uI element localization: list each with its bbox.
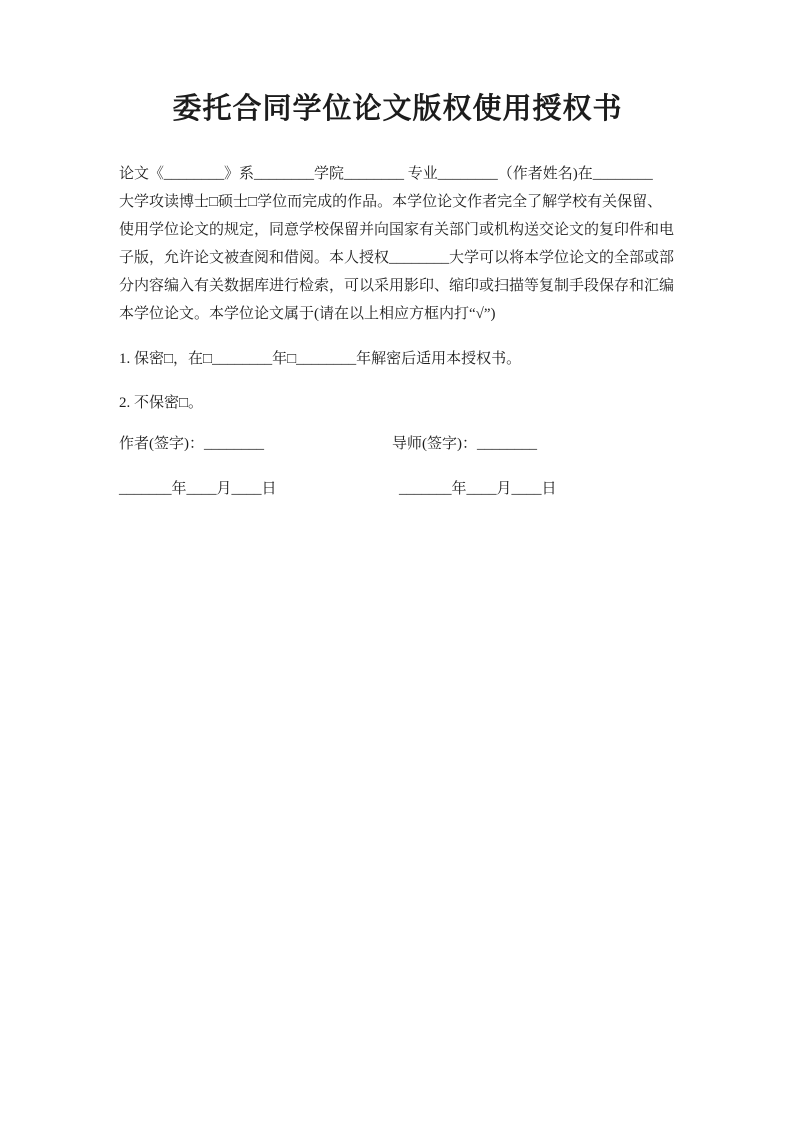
paragraph-line-6: 本学位论文。本学位论文属于(请在以上相应方框内打“√”) — [119, 306, 496, 322]
secrecy-option-1: 1. 保密□，在□________年□________年解密后适用本授权书。 — [119, 351, 522, 367]
document-title: 委托合同学位论文版权使用授权书 — [172, 93, 623, 125]
advisor-date-line: _______年____月____日 — [399, 481, 557, 497]
authorization-paragraph — [119, 160, 676, 328]
paragraph-line-2: 大学攻读博士□硕士□学位而完成的作品。本学位论文作者完全了解学校有关保留、 — [119, 194, 663, 210]
author-date-line: _______年____月____日 — [119, 481, 277, 497]
signature-row — [119, 430, 676, 458]
paragraph-line-3: 使用学位论文的规定，同意学校保留并向国家有关部门或机构送交论文的复印件和电 — [119, 222, 675, 238]
paragraph-line-5: 分内容编入有关数据库进行检索，可以采用影印、缩印或扫描等复制手段保存和汇编 — [119, 278, 675, 294]
advisor-signature-line: 导师(签字)：________ — [392, 436, 537, 452]
document-content — [119, 0, 676, 503]
paragraph-line-4: 子版，允许论文被查阅和借阅。本人授权________大学可以将本学位论文的全部或部 — [119, 250, 675, 266]
secrecy-option-2: 2. 不保密□。 — [119, 395, 204, 411]
date-row — [119, 475, 676, 503]
author-signature-line: 作者(签字)：________ — [119, 436, 264, 452]
paragraph-line-1: 论文《________》系________学院________ 专业________（作者姓名)在________ — [119, 166, 653, 182]
